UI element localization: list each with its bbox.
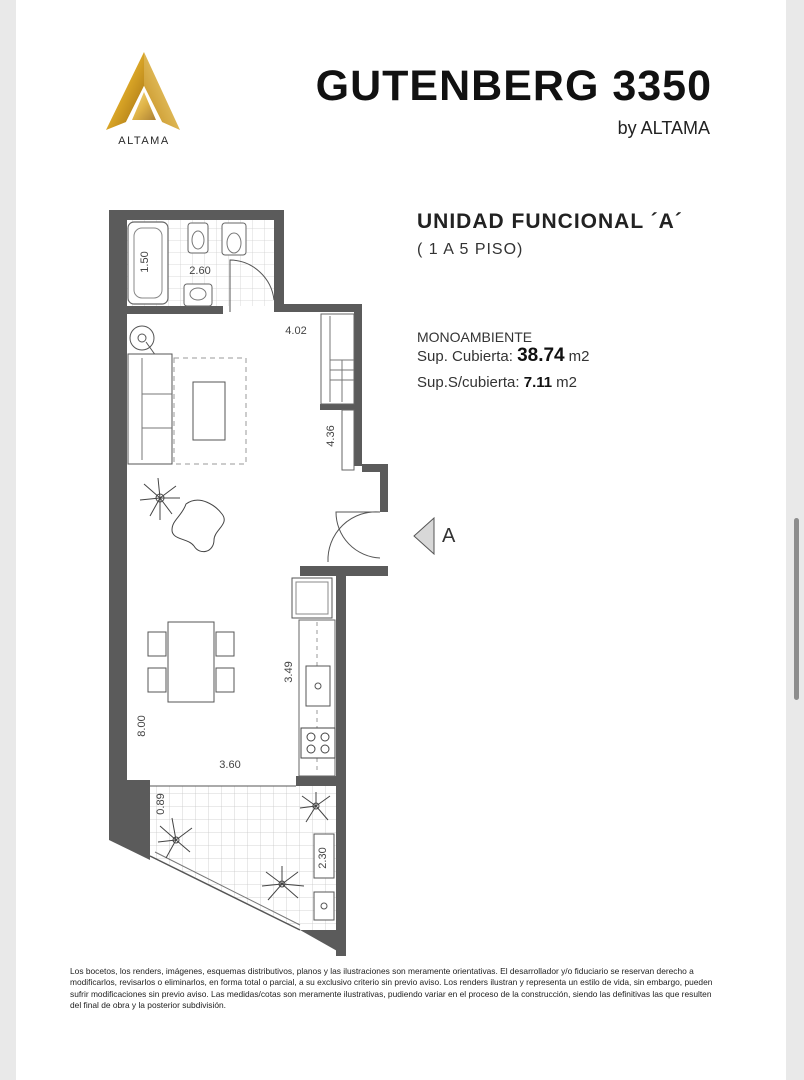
covered-area-label: Sup. Cubierta: <box>417 348 513 365</box>
dimension-bath-height: 1.50 <box>139 251 151 273</box>
toilet <box>222 223 246 255</box>
chair <box>216 632 234 656</box>
uncovered-area-label: Sup.S/cubierta: <box>417 374 520 391</box>
dimension-living-width: 4.02 <box>285 325 307 337</box>
fridge <box>292 578 332 618</box>
unit-type: MONOAMBIENTE <box>417 329 533 345</box>
dimension-kitchen-length: 3.49 <box>283 661 295 683</box>
dimension-hall-length: 4.36 <box>325 425 337 447</box>
balcony-floor <box>150 786 336 930</box>
kitchen-sink <box>306 666 330 706</box>
lamp <box>130 326 154 350</box>
page-subtitle: by ALTAMA <box>617 118 710 138</box>
planter <box>314 892 334 920</box>
uncovered-area-unit: m2 <box>556 374 577 391</box>
dimension-balcony-length: 2.30 <box>317 847 329 869</box>
washbasin <box>184 284 212 306</box>
direction-arrow-icon <box>414 518 434 554</box>
unit-floors: ( 1 A 5 PISO) <box>417 241 524 258</box>
dimension-bath-width: 2.60 <box>189 265 211 277</box>
shelf <box>342 410 354 470</box>
cooktop <box>301 728 335 758</box>
dimension-total-length: 8.00 <box>136 715 148 737</box>
page-title: GUTENBERG 3350 <box>315 62 712 110</box>
dimension-balcony-depth: 0.89 <box>155 793 167 815</box>
closet <box>321 314 354 404</box>
uncovered-area-value: 7.11 <box>523 374 553 391</box>
dimension-room-width: 3.60 <box>219 759 241 771</box>
covered-area-unit: m2 <box>568 348 590 365</box>
coffee-table <box>193 382 225 440</box>
sofa <box>128 354 172 464</box>
plant-icon <box>140 478 180 520</box>
disclaimer: Los bocetos, los renders, imágenes, esquemas distributivos, planos y las ilustraciones son meramente orientativas. El desarrollador y/o fiduciario se reservan derecho a modificarlos, revisarlos o eliminarlos, en forma total o parcial, a su exclusivo criterio sin previo aviso. Los renders ilustran y representa un estilo de vida, sin embargo, pueden sufrir modificaciones sin previo aviso. Las medidas/cotas son meramente ilustrativas, pudiendo variar en el proceso de la construcción, siendo las definitivas las que resulten del final de obra y la posterior subdivisión. <box>70 966 713 1011</box>
unit-title: UNIDAD FUNCIONAL ´A´ <box>417 210 683 233</box>
chair <box>216 668 234 692</box>
chair <box>148 632 166 656</box>
covered-area-value: 38.74 <box>517 345 565 366</box>
dining-table <box>168 622 214 702</box>
orientation-label: A <box>442 525 456 547</box>
logo-wordmark: ALTAMA <box>118 135 170 147</box>
lounge-chair <box>172 500 224 551</box>
chair <box>148 668 166 692</box>
entry-door <box>336 512 380 558</box>
